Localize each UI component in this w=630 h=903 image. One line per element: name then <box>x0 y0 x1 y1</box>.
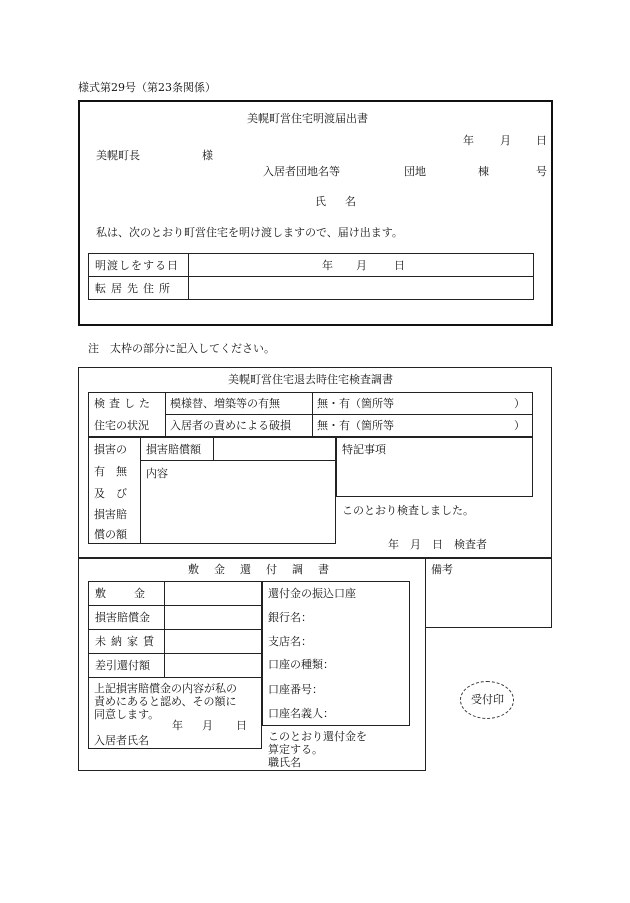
net-refund-label: 差引還付額 <box>95 659 150 672</box>
damage-col-2 <box>213 437 214 460</box>
damage-amount-label: 損害賠償額 <box>146 443 201 456</box>
status-col-2 <box>312 392 313 437</box>
answer-renovation: 無・有（箇所等 <box>317 397 394 410</box>
account-holder-label: 口座名義人： <box>268 707 334 720</box>
refund-row-1 <box>88 605 262 606</box>
reception-stamp-label: 受付印 <box>471 693 504 706</box>
consent-text-2: 責めにあると認め、その額に <box>94 695 237 708</box>
date-year: 年 <box>463 134 474 147</box>
damage-col-1 <box>140 437 141 544</box>
vacate-day: 日 <box>394 259 405 272</box>
building-label: 棟 <box>478 165 489 178</box>
name-label: 氏 名 <box>315 195 360 208</box>
vacate-year: 年 <box>322 259 333 272</box>
refund-row-3 <box>88 653 262 654</box>
account-number-label: 口座番号： <box>268 683 323 696</box>
item-damage: 入居者の責めによる破損 <box>170 419 291 432</box>
inspection-title: 美幌町営住宅退去時住宅検査調書 <box>228 373 393 386</box>
damage-comp-label: 損害賠償金 <box>95 611 150 624</box>
consent-text-1: 上記損害賠償金の内容が私の <box>94 682 237 695</box>
damage-label-1: 損害の <box>94 443 127 456</box>
refund-row-4 <box>88 677 262 678</box>
status-label-2: 住宅の状況 <box>94 419 149 432</box>
paren-2: ） <box>514 419 525 432</box>
resident-name-label: 入居者氏名 <box>94 734 149 747</box>
bank-box <box>262 581 410 726</box>
vacate-date-label: 明渡しをする日 <box>95 259 179 272</box>
damage-label-2: 有 無 <box>94 465 127 478</box>
consent-month: 月 <box>202 719 213 732</box>
notice-title: 美幌町営住宅明渡届出書 <box>247 112 368 125</box>
remarks-label: 特記事項 <box>342 443 386 456</box>
note: 注 太枠の部分に記入してください。 <box>88 342 275 355</box>
status-row-divider <box>165 414 533 415</box>
new-address-label: 転居先住所 <box>95 282 175 295</box>
honorific: 様 <box>202 149 213 162</box>
damage-label-5: 償の額 <box>94 528 127 541</box>
col-divider <box>188 253 189 300</box>
status-col-1 <box>165 392 166 437</box>
form-number: 様式第29号（第23条関係） <box>78 81 216 94</box>
staff-label: 職氏名 <box>268 756 301 769</box>
consent-year: 年 <box>172 719 183 732</box>
date-month: 月 <box>500 134 511 147</box>
refund-row-2 <box>88 629 262 630</box>
vacate-month: 月 <box>356 259 367 272</box>
damage-row-divider <box>140 460 336 461</box>
bank-title: 還付金の振込口座 <box>268 587 356 600</box>
account-type-label: 口座の種類： <box>268 658 334 671</box>
unpaid-rent-label: 未納家賃 <box>95 635 159 648</box>
item-renovation: 模様替、増築等の有無 <box>170 397 280 410</box>
deposit-label: 敷 金 <box>95 587 147 600</box>
calc-text-1: このとおり還付金を <box>268 730 367 743</box>
content-label: 内容 <box>146 467 168 480</box>
branch-label: 支店名： <box>268 635 312 648</box>
consent-day: 日 <box>236 719 247 732</box>
statement: 私は、次のとおり町営住宅を明け渡しますので、届け出ます。 <box>96 226 403 239</box>
unit-label: 号 <box>536 165 547 178</box>
row-divider <box>88 276 534 277</box>
danchi-label: 団地 <box>404 165 426 178</box>
bank-name-label: 銀行名： <box>268 611 312 624</box>
paren-1: ） <box>514 397 525 410</box>
residence-label: 入居者団地名等 <box>263 165 340 178</box>
refund-title: 敷 金 還 付 調 書 <box>188 563 331 576</box>
damage-label-3: 及 び <box>94 487 127 500</box>
biko-label: 備考 <box>431 563 453 576</box>
answer-damage: 無・有（箇所等 <box>317 419 394 432</box>
damage-label-4: 損害賠 <box>94 508 127 521</box>
status-label-1: 検査した <box>94 397 154 410</box>
date-day: 日 <box>536 134 547 147</box>
inspector-line: 年 月 日 検査者 <box>388 538 487 551</box>
calc-text-2: 算定する。 <box>268 743 323 756</box>
consent-text-3: 同意します。 <box>94 708 160 721</box>
inspected-text: このとおり検査しました。 <box>342 504 474 517</box>
addressee: 美幌町長 <box>96 149 140 162</box>
